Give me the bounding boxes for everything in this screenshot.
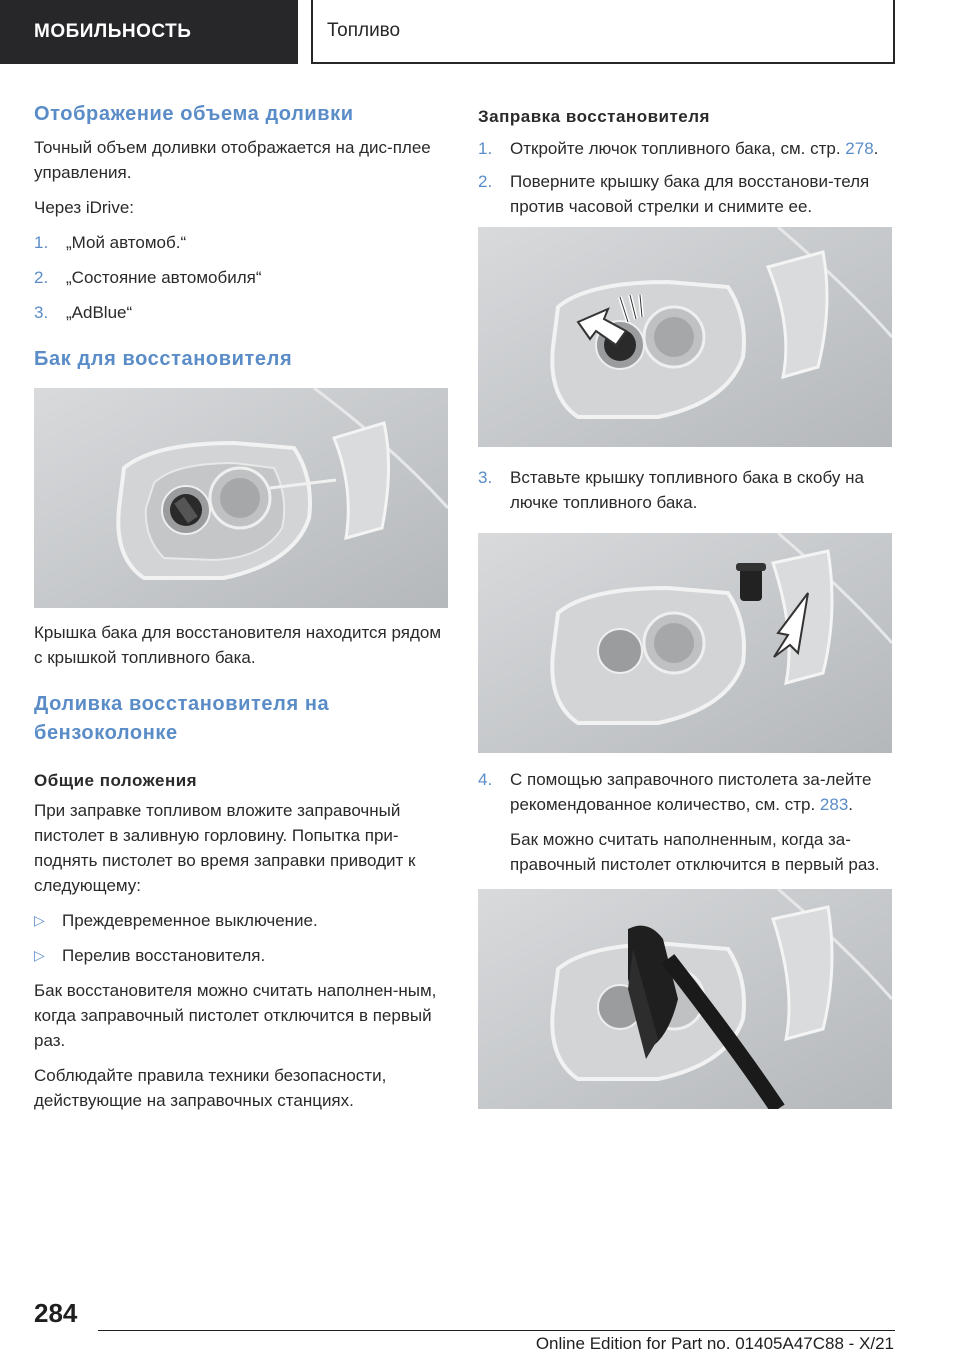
chapter-tab <box>0 0 298 64</box>
list-item <box>34 908 450 933</box>
heading-volume: Отображение объема доливки <box>34 103 354 125</box>
step-text: Вставьте крышку топливного бака в скобу на лючке топливного бака. <box>510 468 864 512</box>
step-text: „Мой автомоб.“ <box>66 233 187 252</box>
step-text: „Состояние автомобиля“ <box>66 268 262 287</box>
heading-refill: Доливка восстановителя на бензоколонке <box>34 693 330 744</box>
paragraph-safety: Соблюдайте правила техники безопасности, действующие на заправочных станциях. <box>34 1066 387 1110</box>
bullet-text: Преждевременное выключение. <box>62 911 318 930</box>
list-item <box>34 230 450 255</box>
list-item <box>34 265 450 290</box>
caption-tank: Крышка бака для восстановителя находится рядом с крышкой топливного бака. <box>34 623 442 667</box>
footer-divider <box>98 1330 895 1331</box>
heading-tank: Бак для восстановителя <box>34 348 293 370</box>
paragraph-general: При заправке топливом вложите заправочный пистолет в заливную горловину. Попытка при-поднять пистолет во время заправки приводит к следующему: <box>34 801 416 895</box>
step-text: С помощью заправочного пистолета за-лейте рекомендованное количество, см. стр. <box>510 770 872 814</box>
paragraph-idrive: Через iDrive: <box>34 198 135 217</box>
step-text: „AdBlue“ <box>66 303 133 322</box>
step-text: Поверните крышку бака для восстанови-теля против часовой стрелки и снимите ее. <box>510 172 870 216</box>
chapter-title: МОБИЛЬНОСТЬ <box>34 21 192 42</box>
list-item: 4. С помощью заправочного пистолета за-лейте рекомендованное количество, см. стр. 283. <box>478 767 894 817</box>
bullet-text: Перелив восстановителя. <box>62 946 266 965</box>
paragraph-full: Бак восстановителя можно считать наполнен-ным, когда заправочный пистолет отключится в первый раз. <box>34 981 437 1050</box>
step-number: 3. <box>34 303 49 322</box>
section-header <box>311 0 895 64</box>
left-column <box>34 100 450 1113</box>
step-number: 1. <box>34 233 49 252</box>
page-link[interactable]: 283 <box>819 795 849 814</box>
paragraph-volume: Точный объем доливки отображается на дис-плее управления. <box>34 138 431 182</box>
right-column <box>478 100 894 1109</box>
figure-nozzle <box>478 889 892 1109</box>
section-title: Топливо <box>327 20 401 41</box>
figure-remove-cap <box>478 227 892 447</box>
heading-general: Общие положения <box>34 771 198 790</box>
step-number: 1. <box>478 139 493 158</box>
figure-insert-cap <box>478 533 892 753</box>
bullet-list <box>34 908 450 968</box>
heading-refuel: Заправка восстановителя <box>478 107 710 126</box>
triangle-bullet-icon: ▷ <box>34 912 45 928</box>
figure-tank-cap <box>34 388 448 608</box>
step-number: 3. <box>478 468 493 487</box>
step-number: 2. <box>478 172 493 191</box>
triangle-bullet-icon: ▷ <box>34 947 45 963</box>
list-item <box>34 300 450 325</box>
page-link[interactable]: 278 <box>845 139 874 158</box>
list-item <box>34 943 450 968</box>
list-item: 1. Откройте лючок топливного бака, см. стр. 278. <box>478 136 894 161</box>
step-number: 4. <box>478 770 493 789</box>
step-text: Откройте лючок топливного бака, см. стр. <box>510 139 841 158</box>
page-number: 284 <box>34 1298 78 1328</box>
footer-edition: Online Edition for Part no. 01405A47C88 - X/21 <box>535 1334 894 1353</box>
list-item <box>478 465 894 515</box>
paragraph-step4-note: Бак можно считать наполненным, когда за-правочный пистолет отключится в первый раз. <box>510 830 880 874</box>
idrive-steps <box>34 230 450 325</box>
step-number: 2. <box>34 268 49 287</box>
list-item <box>478 169 894 219</box>
